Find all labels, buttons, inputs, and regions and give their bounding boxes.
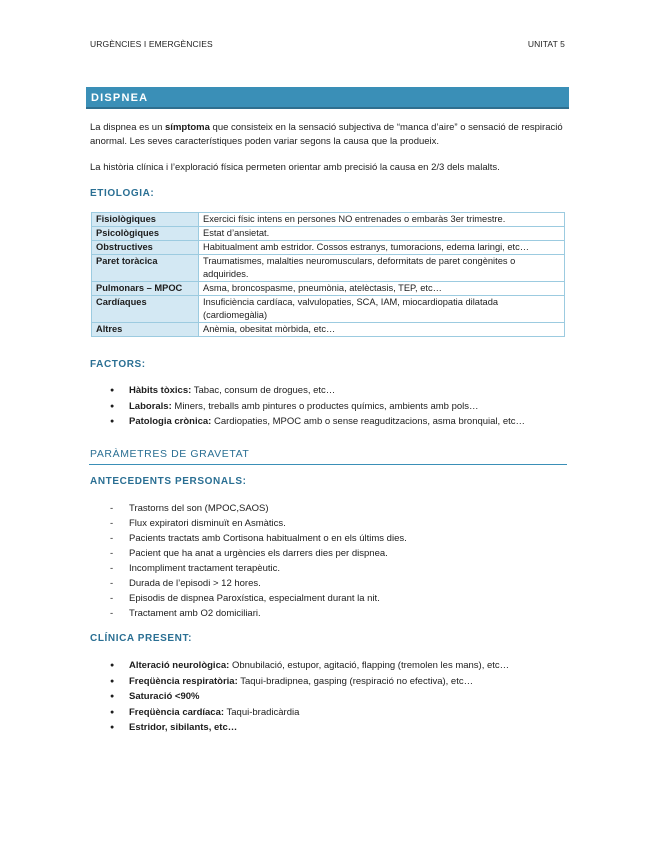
table-cell-description: Estat d’ansietat. — [199, 227, 565, 241]
factors-heading: FACTORS: — [90, 359, 146, 370]
table-cell-description: Exercici físic intens en persones NO entrenades o embaràs 3er trimestre. — [199, 213, 565, 227]
list-item: ● Alteració neurològica: Obnubilació, estupor, agitació, flapping (tremolen les mans), etc… — [90, 658, 509, 674]
list-item: ● Estridor, sibilants, etc… — [90, 720, 509, 736]
clinica-list — [90, 658, 509, 736]
table-row — [92, 323, 565, 337]
list-item: ● Freqüència respiratòria: Taqui-bradipnea, gasping (respiració no efectiva), etc… — [90, 674, 509, 690]
table-cell-category: Psicològiques — [92, 227, 199, 241]
etiologia-heading: ETIOLOGIA: — [90, 188, 155, 199]
parametres-heading: PARÀMETRES DE GRAVETAT — [90, 448, 250, 460]
table-row — [92, 296, 565, 323]
etiologia-table — [91, 212, 565, 337]
list-item: - Tractament amb O2 domiciliari. — [90, 606, 407, 621]
section-title-banner: DISPNEA — [86, 87, 569, 109]
table-cell-category: Fisiològiques — [92, 213, 199, 227]
table-cell-category: Obstructives — [92, 241, 199, 255]
list-item: ● Saturació <90% — [90, 689, 509, 705]
list-item: - Durada de l’episodi > 12 hores. — [90, 576, 407, 591]
table-row — [92, 213, 565, 227]
list-item: ● Freqüència cardíaca: Taqui-bradicàrdia — [90, 705, 509, 721]
list-item: ● Patologia crònica: Cardiopaties, MPOC amb o sense reaguditzacions, asma bronquial, etc… — [90, 414, 525, 430]
table-cell-description: Habitualment amb estridor. Cossos estranys, tumoracions, edema laringi, etc… — [199, 241, 565, 255]
running-header-left: URGÈNCIES I EMERGÈNCIES — [90, 39, 213, 49]
table-cell-category: Cardíaques — [92, 296, 199, 323]
heading-underline — [89, 464, 567, 465]
table-cell-description: Asma, broncospasme, pneumònia, atelèctasis, TEP, etc… — [199, 282, 565, 296]
table-row — [92, 227, 565, 241]
list-item: ● Laborals: Miners, treballs amb pintures o productes químics, ambients amb pols… — [90, 399, 525, 415]
table-cell-category: Altres — [92, 323, 199, 337]
list-item: - Episodis de dispnea Paroxística, especialment durant la nit. — [90, 591, 407, 606]
table-cell-description: Anèmia, obesitat mòrbida, etc… — [199, 323, 565, 337]
table-cell-description: Traumatismes, malalties neuromusculars, deformitats de paret congènites o adquirides. — [199, 255, 565, 282]
antecedents-list — [90, 501, 407, 621]
table-cell-description: Insuficiència cardíaca, valvulopaties, SCA, IAM, miocardiopatia dilatada (cardiomegàlia) — [199, 296, 565, 323]
table-cell-category: Paret toràcica — [92, 255, 199, 282]
list-item: - Pacients tractats amb Cortisona habitualment o en els últims dies. — [90, 531, 407, 546]
list-item: - Trastorns del son (MPOC,SAOS) — [90, 501, 407, 516]
list-item: - Flux expiratori disminuït en Asmàtics. — [90, 516, 407, 531]
factors-list — [90, 383, 525, 430]
table-cell-category: Pulmonars – MPOC — [92, 282, 199, 296]
intro-paragraph-2: La història clínica i l’exploració física permeten orientar amb precisió la causa en 2/3 dels malalts. — [90, 162, 500, 173]
table-row — [92, 241, 565, 255]
clinica-heading: CLÍNICA PRESENT: — [90, 633, 193, 644]
antecedents-heading: ANTECEDENTS PERSONALS: — [90, 476, 247, 487]
list-item: - Pacient que ha anat a urgències els darrers dies per dispnea. — [90, 546, 407, 561]
list-item: ● Hàbits tòxics: Tabac, consum de drogues, etc… — [90, 383, 525, 399]
intro-paragraph-1: La dispnea es un símptoma que consisteix en la sensació subjectiva de “manca d’aire” o sensació de respiració anormal. Les seves característiques poden variar segons la causa que la produeix. — [90, 122, 563, 147]
table-row — [92, 255, 565, 282]
running-header-right: UNITAT 5 — [527, 39, 565, 49]
list-item: - Incompliment tractament terapèutic. — [90, 561, 407, 576]
table-row — [92, 282, 565, 296]
